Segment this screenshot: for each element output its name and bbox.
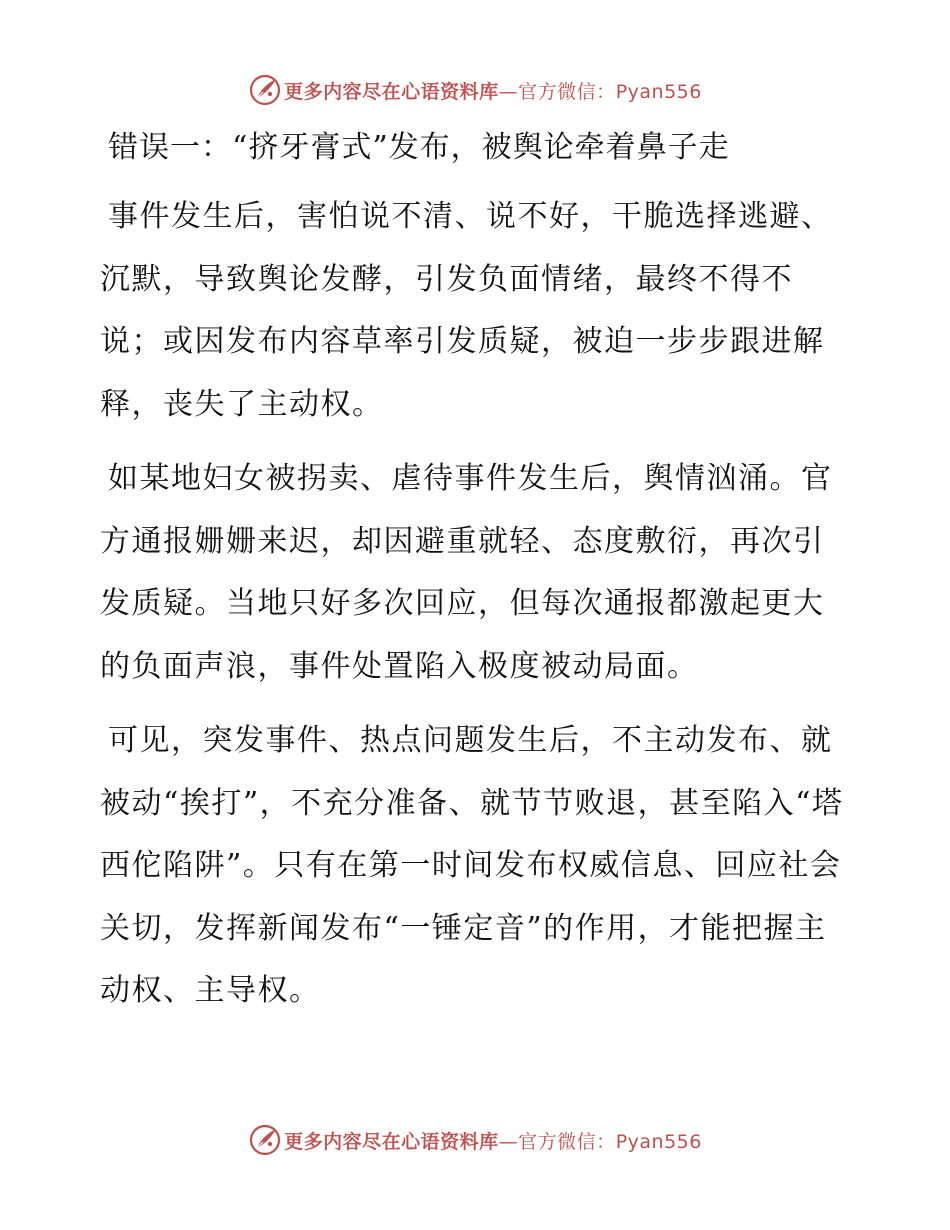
watermark-text [284,77,702,104]
paragraph: 可见，突发事件、热点问题发生后，不主动发布、就被动“挨打”，不充分准备、就节节败退，甚至陷入“塔西佗陷阱”。只有在第一时间发布权威信息、回应社会关切，发挥新闻发布“一锤定音”的作用，才能把握主动权、主导权。 [100,723,844,1008]
feather-pen-logo-icon [248,73,282,107]
paragraph: 事件发生后，害怕说不清、说不好，干脆选择逃避、沉默，导致舆论发酵，引发负面情绪，最终不得不说；或因发布内容草率引发质疑，被迫一步步跟进解释，丧失了主动权。 [100,199,833,422]
watermark-brand: 更多内容尽在心语资料库 [284,80,499,103]
watermark-wechat-label: 官方微信： [518,1130,616,1153]
feather-pen-logo-icon [248,1123,282,1157]
watermark-wechat-label: 官方微信： [518,80,616,103]
section-heading: 错误一：“挤牙膏式”发布，被舆论牵着鼻子走 [108,130,730,165]
paragraph: 如某地妇女被拐卖、虐待事件发生后，舆情汹涌。官方通报姗姗来迟，却因避重就轻、态度敷衍，再次引发质疑。当地只好多次回应，但每次通报都激起更大的负面声浪，事件处置陷入极度被动局面。 [100,461,833,684]
watermark-wechat-id: Pyan556 [615,1130,702,1153]
document-body [100,118,850,1035]
header-watermark [0,70,950,110]
watermark-wechat-id: Pyan556 [615,80,702,103]
watermark-dash: — [498,80,519,103]
watermark-dash: — [498,1130,519,1153]
watermark-text [284,1127,702,1154]
footer-watermark [0,1120,950,1160]
watermark-brand: 更多内容尽在心语资料库 [284,1130,499,1153]
